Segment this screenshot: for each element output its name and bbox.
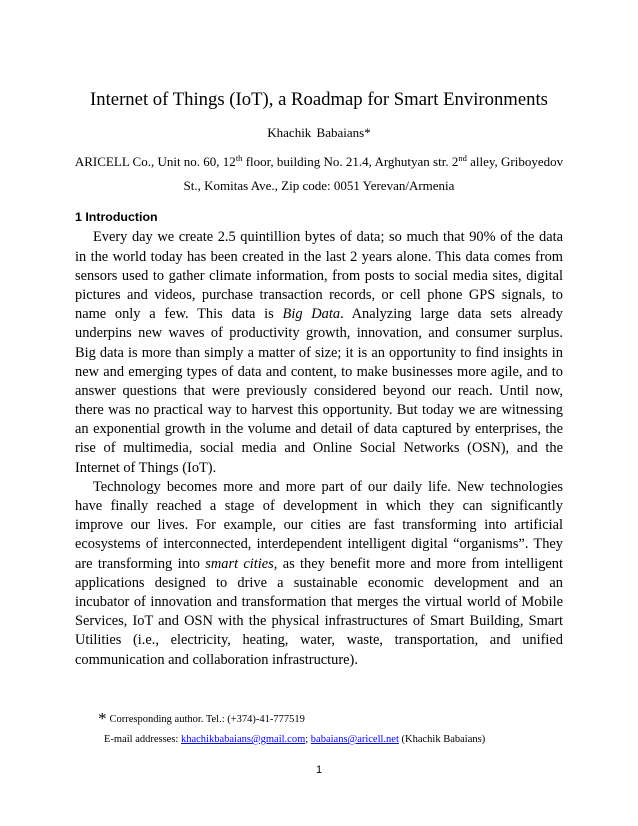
line-text: communication and collaboration infrastructure).	[75, 651, 358, 668]
line-text: new and emerging types of data and content, to make businesses more agile, and to	[75, 363, 563, 380]
text-line	[75, 555, 563, 574]
line-text: Services, IoT and OSN with the physical infrastructures of Smart Building, Smart	[75, 613, 563, 630]
italic-term: smart cities	[205, 555, 274, 572]
line-text: rise of multimedia, social media and Online Social Networks (OSN), and the	[75, 440, 563, 457]
affiliation-text: alley, Griboyedov	[466, 154, 564, 169]
affiliation-line-1	[0, 154, 638, 170]
text-line	[75, 574, 563, 593]
paragraph	[75, 228, 563, 477]
line-text: Technology becomes more and more part of our daily life. New technologies	[93, 478, 563, 495]
paragraph	[75, 478, 563, 670]
section-heading: 1 Introduction	[75, 210, 158, 224]
text-line	[75, 612, 563, 631]
text-line	[75, 324, 563, 343]
text-line	[75, 651, 563, 670]
line-text: an exponential growth in the volume and detail of data captured by enterprises, the	[75, 421, 563, 438]
text-line	[75, 382, 563, 401]
line-text: Utilities (i.e., electricity, heating, water, waste, transportation, and unified	[75, 632, 563, 649]
text-line	[75, 497, 563, 516]
affiliation-line-2: St., Komitas Ave., Zip code: 0051 Yerevan/Armenia	[183, 178, 455, 193]
text-line	[75, 228, 563, 247]
text-line	[75, 286, 563, 305]
text-line	[75, 401, 563, 420]
line-text: . Analyzing large data sets already	[340, 306, 563, 323]
affiliation-text: ARICELL Co., Unit no. 60, 12	[74, 154, 236, 169]
line-text: name only a few. This data is	[75, 306, 283, 323]
text-line	[75, 305, 563, 324]
text-line	[75, 593, 563, 612]
text-line	[75, 267, 563, 286]
line-text: Internet of Things (IoT).	[75, 459, 217, 476]
text-line	[75, 439, 563, 458]
footnote-author	[98, 710, 305, 729]
text-line	[75, 631, 563, 650]
body-text	[75, 228, 563, 669]
text-line	[75, 478, 563, 497]
email-link-gmail[interactable]: khachikbabaians@gmail.com	[180, 734, 306, 745]
line-text: improve our lives. For example, our cities are fast transforming into artificial	[75, 517, 563, 534]
text-line	[75, 248, 563, 267]
text-line	[75, 535, 563, 554]
italic-term: Big Data	[282, 306, 341, 323]
line-text: Every day we create 2.5 quintillion bytes of data; so much that 90% of the data	[93, 229, 563, 246]
page-number: 1	[315, 764, 323, 776]
footnote-email	[104, 733, 485, 747]
line-text: Big data is more than simply a matter of size; it is an opportunity to find insights in	[75, 344, 563, 361]
footnote-contact: Corresponding author. Tel.: (+374)-41-777519	[109, 714, 305, 725]
line-text: there was no practical way to harvest this opportunity. But today we are witnessing	[75, 402, 563, 419]
ordinal-suffix: nd	[458, 153, 467, 163]
line-text: pictures and videos, purchase transaction records, or cell phone GPS signals, to	[75, 286, 563, 303]
author-name: Khachik Babaians*	[267, 125, 371, 140]
line-text: ecosystems of interconnected, interdependent intelligent digital “organisms”. They	[75, 536, 563, 553]
text-line	[75, 344, 563, 363]
line-text: have finally reached a stage of development in which they can significantly	[75, 498, 563, 515]
ordinal-suffix: th	[235, 153, 243, 163]
email-label: E-mail addresses:	[104, 734, 181, 745]
email-owner: (Khachik Babaians)	[398, 734, 486, 745]
line-text: underpins new waves of productivity growth, innovation, and consumer surplus.	[75, 325, 563, 342]
paper-title: Internet of Things (IoT), a Roadmap for Smart Environments	[90, 89, 548, 110]
line-text: answer questions that were previously considered beyond our reach. Until now,	[75, 382, 563, 399]
line-text: are transforming into	[75, 555, 206, 572]
text-line	[75, 459, 563, 478]
line-text: sensors used to gather climate information, from posts to social media sites, digital	[75, 267, 563, 284]
footnote-marker: *	[98, 709, 107, 728]
line-text: incubator of innovation and transformation that merges the virtual world of Mobile	[75, 593, 563, 610]
line-text: applications designed to drive a sustainable economic development and an	[75, 574, 563, 591]
text-line	[75, 363, 563, 382]
email-separator: ;	[305, 734, 311, 745]
email-link-aricell[interactable]: babaians@aricell.net	[310, 734, 399, 745]
affiliation-text: floor, building No. 21.4, Arghutyan str. 2	[242, 154, 459, 169]
line-text: in the world today has been created in the last 2 years alone. This data comes from	[75, 248, 563, 265]
text-line	[75, 516, 563, 535]
text-line	[75, 420, 563, 439]
line-text: , as they benefit more and more from intelligent	[273, 555, 563, 572]
